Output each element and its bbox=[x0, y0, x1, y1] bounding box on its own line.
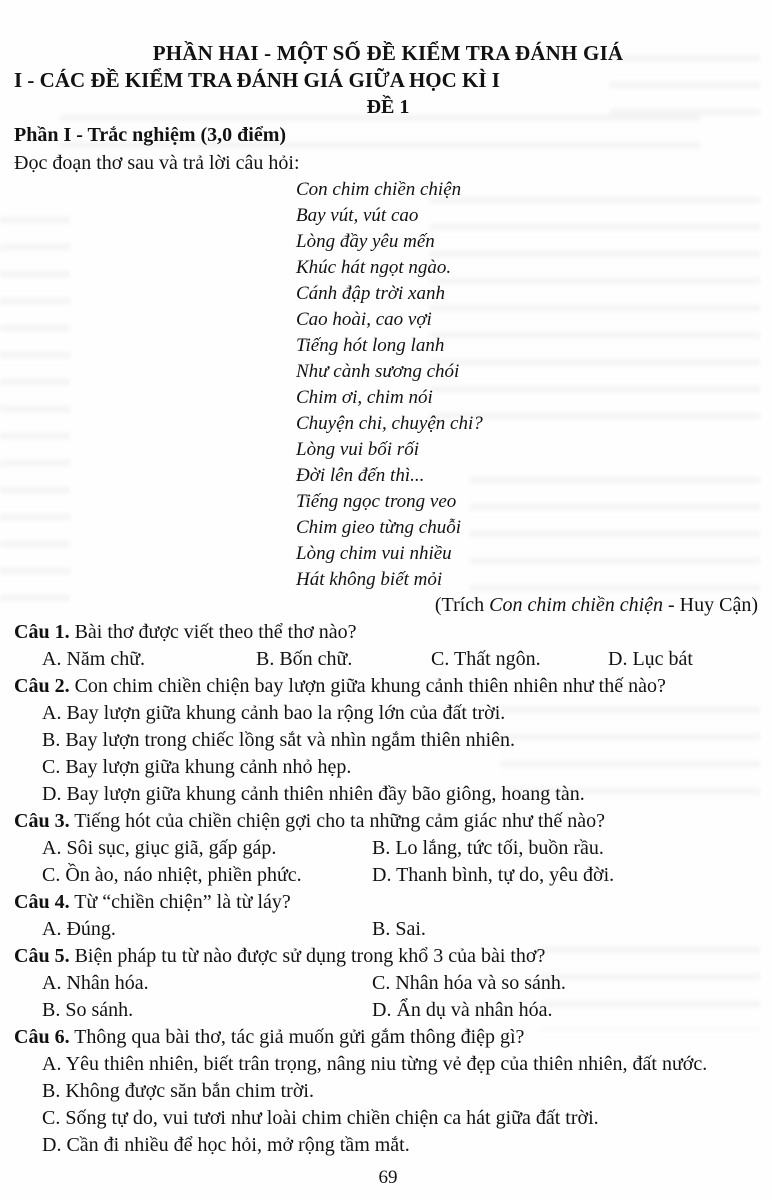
question-label: Câu 6. bbox=[14, 1026, 70, 1048]
attribution-prefix: (Trích bbox=[434, 594, 490, 616]
poem-line: Tiếng ngọc trong veo bbox=[296, 491, 457, 512]
poem-line: Lòng chim vui nhiều bbox=[296, 543, 452, 564]
options bbox=[14, 970, 762, 1024]
question-text bbox=[14, 889, 762, 916]
question-label: Câu 3. bbox=[14, 810, 70, 832]
question-block bbox=[14, 673, 762, 808]
poem-line: Chim ơi, chim nói bbox=[296, 387, 433, 408]
question-body: Bài thơ được viết theo thể thơ nào? bbox=[74, 621, 357, 643]
option: A. Năm chữ. bbox=[42, 648, 146, 670]
options bbox=[14, 1051, 762, 1159]
option: A. Sôi sục, giục giã, gấp gáp. bbox=[42, 837, 277, 859]
poem bbox=[296, 177, 762, 593]
page-number: 69 bbox=[378, 1167, 398, 1188]
poem-line: Bay vút, vút cao bbox=[296, 205, 419, 226]
option: D. Ẩn dụ và nhân hóa. bbox=[372, 999, 553, 1021]
question-block bbox=[14, 808, 762, 889]
option: B. Không được săn bắn chim trời. bbox=[42, 1080, 314, 1102]
question-label: Câu 2. bbox=[14, 675, 70, 697]
option: C. Sống tự do, vui tươi như loài chim chiền chiện ca hát giữa đất trời. bbox=[42, 1107, 599, 1129]
option: B. Lo lắng, tức tối, buồn rầu. bbox=[372, 837, 604, 859]
question-label: Câu 5. bbox=[14, 945, 70, 967]
section-heading: I - CÁC ĐỀ KIỂM TRA ĐÁNH GIÁ GIỮA HỌC KÌ I bbox=[14, 68, 500, 92]
question-text bbox=[14, 808, 762, 835]
options bbox=[14, 700, 762, 808]
question-text bbox=[14, 673, 762, 700]
question-body: Biện pháp tu từ nào được sử dụng trong khổ 3 của bài thơ? bbox=[74, 945, 546, 967]
poem-line: Khúc hát ngọt ngào. bbox=[296, 257, 452, 278]
option: D. Bay lượn giữa khung cảnh thiên nhiên đầy bão giông, hoang tàn. bbox=[42, 783, 585, 805]
page-title: PHẦN HAI - MỘT SỐ ĐỀ KIỂM TRA ĐÁNH GIÁ bbox=[152, 41, 624, 65]
options bbox=[14, 916, 762, 943]
question-body: Thông qua bài thơ, tác giả muốn gửi gắm thông điệp gì? bbox=[74, 1026, 525, 1048]
option: C. Bay lượn giữa khung cảnh nhỏ hẹp. bbox=[42, 756, 352, 778]
question-text bbox=[14, 619, 762, 646]
question-text bbox=[14, 943, 762, 970]
option: C. Ồn ào, náo nhiệt, phiền phức. bbox=[42, 864, 302, 886]
poem-line: Đời lên đến thì... bbox=[296, 465, 425, 486]
option: D. Thanh bình, tự do, yêu đời. bbox=[372, 864, 615, 886]
question-label: Câu 4. bbox=[14, 891, 70, 913]
poem-line: Như cành sương chói bbox=[296, 361, 460, 382]
option: A. Yêu thiên nhiên, biết trân trọng, nâng niu từng vẻ đẹp của thiên nhiên, đất nước. bbox=[42, 1053, 708, 1075]
poem-attribution bbox=[14, 593, 762, 617]
attribution-suffix: - Huy Cận) bbox=[663, 594, 758, 616]
question-body: Từ “chiền chiện” là từ láy? bbox=[74, 891, 291, 913]
attribution-work-title: Con chim chiền chiện bbox=[489, 594, 664, 616]
option: D. Cần đi nhiều để học hỏi, mở rộng tầm mắt. bbox=[42, 1134, 410, 1156]
option: D. Lục bát bbox=[608, 648, 693, 670]
poem-line: Chuyện chi, chuyện chi? bbox=[296, 413, 483, 434]
question-block bbox=[14, 943, 762, 1024]
exam-number: ĐỀ 1 bbox=[366, 96, 410, 118]
options bbox=[14, 835, 762, 889]
question-block bbox=[14, 889, 762, 943]
question-block bbox=[14, 619, 762, 673]
bleedthrough-smudge bbox=[0, 210, 70, 610]
options bbox=[14, 646, 762, 673]
poem-line: Chim gieo từng chuỗi bbox=[296, 517, 461, 538]
poem-line: Cao hoài, cao vợi bbox=[296, 309, 432, 330]
question-body: Tiếng hót của chiền chiện gợi cho ta những cảm giác như thế nào? bbox=[74, 810, 606, 832]
option: B. Bốn chữ. bbox=[256, 648, 353, 670]
question-text bbox=[14, 1024, 762, 1051]
question-label: Câu 1. bbox=[14, 621, 70, 643]
poem-line: Cánh đập trời xanh bbox=[296, 283, 445, 304]
poem-line: Con chim chiền chiện bbox=[296, 179, 462, 200]
question-block bbox=[14, 1024, 762, 1159]
poem-line: Tiếng hót long lanh bbox=[296, 335, 445, 356]
poem-line: Hát không biết mỏi bbox=[296, 569, 443, 590]
option: A. Đúng. bbox=[42, 918, 116, 940]
poem-line: Lòng đầy yêu mến bbox=[296, 231, 435, 252]
option: A. Nhân hóa. bbox=[42, 972, 149, 994]
part-heading: Phần I - Trắc nghiệm (3,0 điểm) bbox=[14, 124, 287, 146]
option: B. Sai. bbox=[372, 918, 426, 940]
option: B. Bay lượn trong chiếc lồng sắt và nhìn ngắm thiên nhiên. bbox=[42, 729, 515, 751]
question-body: Con chim chiền chiện bay lượn giữa khung cảnh thiên nhiên như thế nào? bbox=[74, 675, 666, 697]
option: C. Nhân hóa và so sánh. bbox=[372, 972, 566, 994]
option: C. Thất ngôn. bbox=[431, 648, 541, 670]
option: A. Bay lượn giữa khung cảnh bao la rộng lớn của đất trời. bbox=[42, 702, 506, 724]
instruction-text: Đọc đoạn thơ sau và trả lời câu hỏi: bbox=[14, 152, 300, 174]
poem-line: Lòng vui bối rối bbox=[296, 439, 419, 460]
option: B. So sánh. bbox=[42, 999, 134, 1021]
questions bbox=[14, 619, 762, 1159]
